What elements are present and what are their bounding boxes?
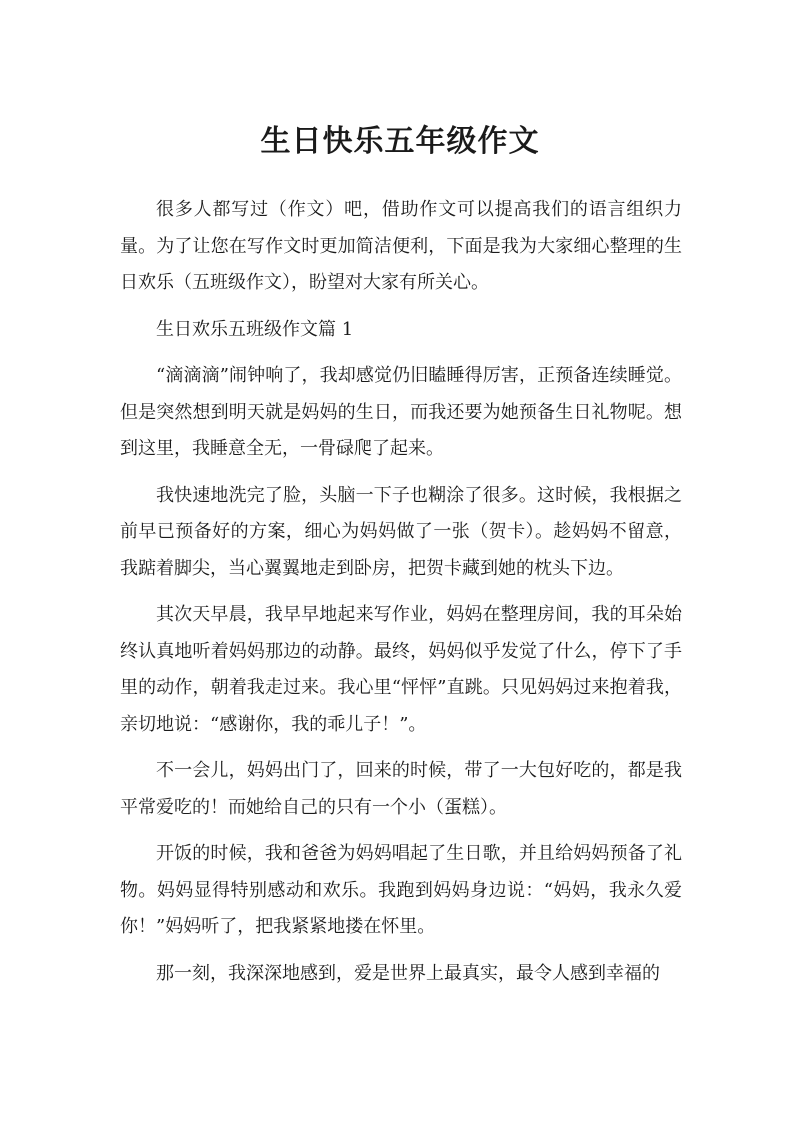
- body-paragraph: 开饭的时候，我和爸爸为妈妈唱起了生日歌，并且给妈妈预备了礼物。妈妈显得特别感动和欢乐。我跑到妈妈身边说：“妈妈，我永久爱你！”妈妈听了，把我紧紧地搂在怀里。: [120, 843, 682, 937]
- section-heading: 生日欢乐五班级作文篇 1: [156, 318, 354, 340]
- body-paragraph: 其次天早晨，我早早地起来写作业，妈妈在整理房间，我的耳朵始终认真地听着妈妈那边的动静。最终，妈妈似乎发觉了什么，停下了手里的动作，朝着我走过来。我心里“怦怦”直跳。只见妈妈过来抱着我，亲切地说：“感谢你，我的乖儿子！”。: [120, 604, 682, 735]
- body-paragraph: “滴滴滴”闹钟响了，我却感觉仍旧瞌睡得厉害，正预备连续睡觉。但是突然想到明天就是妈妈的生日，而我还要为她预备生日礼物呢。想到这里，我睡意全无，一骨碌爬了起来。: [120, 365, 682, 459]
- intro-paragraph: 很多人都写过（作文）吧，借助作文可以提高我们的语言组织力量。为了让您在写作文时更加简洁便利，下面是我为大家细心整理的生日欢乐（五班级作文），盼望对大家有所关心。: [120, 199, 682, 293]
- body-paragraph: 那一刻，我深深地感到，爱是世界上最真实，最令人感到幸福的: [156, 962, 660, 984]
- body-paragraph: 不一会儿，妈妈出门了，回来的时候，带了一大包好吃的，都是我平常爱吃的！而她给自己的只有一个小（蛋糕）。: [120, 760, 682, 818]
- body-paragraph: 我快速地洗完了脸，头脑一下子也糊涂了很多。这时候，我根据之前早已预备好的方案，细心为妈妈做了一张（贺卡）。趁妈妈不留意，我踮着脚尖，当心翼翼地走到卧房，把贺卡藏到她的枕头下边。: [120, 484, 682, 579]
- document-title: 生日快乐五年级作文: [260, 124, 540, 159]
- document-body: [120, 192, 682, 1002]
